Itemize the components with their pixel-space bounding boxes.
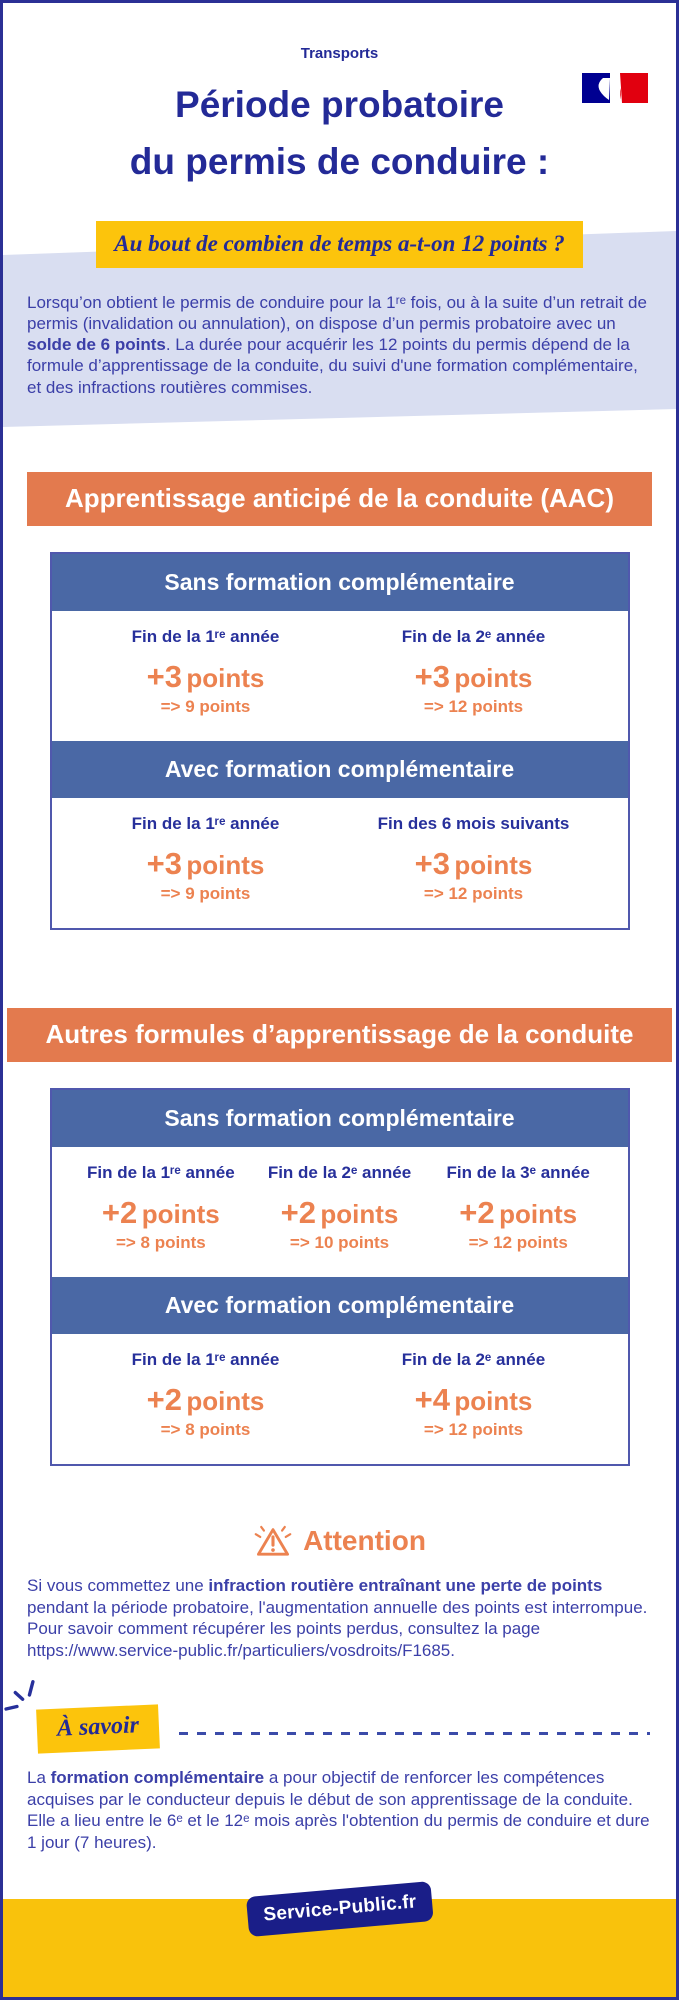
- points-table-autres: [50, 1088, 630, 1466]
- points-total: => 12 points: [423, 883, 524, 903]
- a-savoir-row: [37, 1707, 650, 1751]
- points-gain: +3 points: [146, 658, 265, 694]
- points-gain: +2 points: [146, 1381, 265, 1417]
- table-row: [52, 1147, 628, 1277]
- period-label: Fin de la 3ᵉ année: [446, 1162, 590, 1182]
- emphasis-sparks-icon: [3, 1680, 45, 1722]
- warning-triangle-icon: [253, 1524, 293, 1559]
- period-label: Fin de la 1ʳᵉ année: [131, 813, 280, 833]
- service-public-logo[interactable]: Service-Public.fr: [245, 1881, 433, 1937]
- table-row: [52, 798, 628, 928]
- table-cell: [72, 627, 340, 717]
- period-label: Fin de la 1ʳᵉ année: [131, 1349, 280, 1369]
- points-gain: +2 points: [280, 1194, 399, 1230]
- points-total: => 8 points: [115, 1232, 206, 1252]
- table-header-avec-formation: Avec formation complémentaire: [52, 1277, 628, 1334]
- a-savoir-badge: [36, 1705, 160, 1754]
- table-cell: [72, 1163, 251, 1253]
- period-label: Fin de la 1ʳᵉ année: [131, 626, 280, 646]
- table-cell: [72, 814, 340, 904]
- dashed-divider: [179, 1732, 650, 1735]
- page-title: [3, 76, 676, 191]
- points-gain: +3 points: [414, 658, 533, 694]
- points-gain: +2 points: [459, 1194, 578, 1230]
- period-label: Fin de la 2ᵉ année: [401, 1349, 546, 1369]
- points-total: => 10 points: [289, 1232, 390, 1252]
- table-cell: [340, 814, 608, 904]
- points-total: => 12 points: [423, 696, 524, 716]
- table-cell: [250, 1163, 429, 1253]
- attention-title: Attention: [303, 1525, 426, 1557]
- highlighted-question: Au bout de combien de temps a-t-on 12 points ?: [96, 221, 582, 268]
- period-label: Fin de la 1ʳᵉ année: [87, 1162, 235, 1182]
- table-header-sans-formation: Sans formation complémentaire: [52, 554, 628, 611]
- points-total: => 12 points: [468, 1232, 568, 1252]
- table-row: [52, 1334, 628, 1464]
- points-total: => 9 points: [160, 883, 251, 903]
- points-gain: +3 points: [414, 845, 533, 881]
- table-cell: [72, 1350, 340, 1440]
- points-gain: +4 points: [414, 1381, 533, 1417]
- french-government-logo: [582, 71, 648, 109]
- points-gain: +2 points: [101, 1194, 220, 1230]
- a-savoir-paragraph: La formation complémentaire a pour objectif de renforcer les compétences acquises par le conducteur depuis le début de son apprentissage de la conduite. Elle a lieu entre le 6ᵉ et le 12ᵉ mois après l'obtention du permis de conduire et dure 1 jour (7 heures).: [27, 1768, 650, 1852]
- period-label: Fin de la 2ᵉ année: [401, 626, 546, 646]
- points-total: => 12 points: [423, 1419, 524, 1439]
- table-row: [52, 611, 628, 741]
- attention-paragraph: Si vous commettez une infraction routière entraînant une perte de points pendant la période probatoire, l'augmentation annuelle des points est interrompue. Pour savoir comment récupérer les points perdus, consultez la page https://www.service-public.fr/particuliers/vosdroits/F1685.: [27, 1575, 648, 1660]
- attention-heading: [3, 1524, 676, 1559]
- points-total: => 9 points: [160, 696, 251, 716]
- page-title-line1: Période probatoire: [175, 84, 504, 125]
- points-total: => 8 points: [160, 1419, 251, 1439]
- section-title-autres-formules: Autres formules d’apprentissage de la conduite: [7, 1008, 672, 1062]
- table-header-sans-formation: Sans formation complémentaire: [52, 1090, 628, 1147]
- section-title-aac: Apprentissage anticipé de la conduite (AAC): [27, 472, 652, 526]
- points-gain: +3 points: [146, 845, 265, 881]
- table-cell: [429, 1163, 608, 1253]
- table-cell: [340, 627, 608, 717]
- points-table-aac: [50, 552, 630, 930]
- a-savoir-label: À savoir: [56, 1712, 140, 1743]
- period-label: Fin des 6 mois suivants: [377, 813, 570, 833]
- category-label: Transports: [300, 45, 379, 62]
- page-title-line2: du permis de conduire :: [129, 141, 550, 183]
- french-flag-icon: [582, 71, 648, 109]
- table-cell: [340, 1350, 608, 1440]
- period-label: Fin de la 2ᵉ année: [267, 1162, 412, 1182]
- intro-paragraph: Lorsqu’on obtient le permis de conduire pour la 1ʳᵉ fois, ou à la suite d’un retrait de permis (invalidation ou annulation), on dispose d’un permis probatoire avec un solde de 6 points. La durée pour acquérir les 12 points du permis dépend de la formule d’apprentissage de la conduite, du suivi d'une formation complémentaire, et des infractions routières commises.: [27, 292, 647, 397]
- table-header-avec-formation: Avec formation complémentaire: [52, 741, 628, 798]
